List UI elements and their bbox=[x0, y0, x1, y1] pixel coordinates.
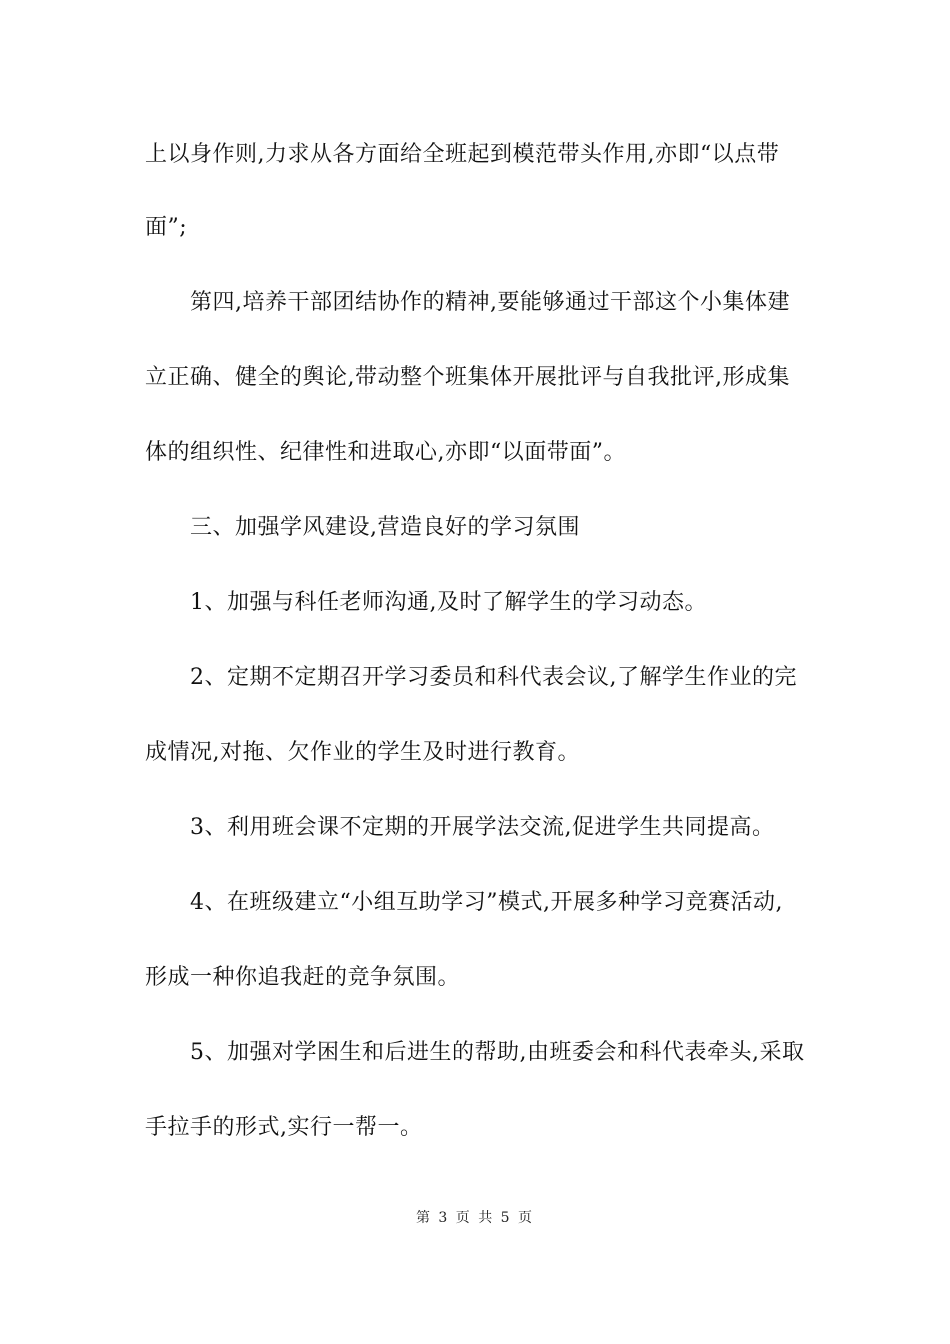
paragraph-start-line: 第四,培养干部团结协作的精神,要能够通过干部这个小集体建 bbox=[190, 290, 790, 315]
text-line: 体的组织性、纪律性和进取心,亦即“以面带面”。 bbox=[145, 440, 626, 465]
text-line: 上以身作则,力求从各方面给全班起到模范带头作用,亦即“以点带 bbox=[145, 142, 780, 167]
text-line: 立正确、健全的舆论,带动整个班集体开展批评与自我批评,形成集 bbox=[145, 365, 790, 390]
text-line: 成情况,对拖、欠作业的学生及时进行教育。 bbox=[145, 740, 580, 765]
section-heading: 三、加强学风建设,营造良好的学习氛围 bbox=[190, 515, 580, 540]
list-item: 1、加强与科任老师沟通,及时了解学生的学习动态。 bbox=[190, 590, 707, 615]
text-line: 手拉手的形式,实行一帮一。 bbox=[145, 1115, 423, 1140]
list-item: 2、定期不定期召开学习委员和科代表会议,了解学生作业的完 bbox=[190, 665, 797, 690]
list-item: 4、在班级建立“小组互助学习”模式,开展多种学习竞赛活动, bbox=[190, 890, 783, 915]
list-item: 3、利用班会课不定期的开展学法交流,促进学生共同提高。 bbox=[190, 815, 775, 840]
text-line: 面”; bbox=[145, 215, 188, 240]
list-item: 5、加强对学困生和后进生的帮助,由班委会和科代表牵头,采取 bbox=[190, 1040, 805, 1065]
page-number-footer: 第 3 页 共 5 页 bbox=[415, 1210, 535, 1226]
text-line: 形成一种你追我赶的竞争氛围。 bbox=[145, 965, 461, 990]
